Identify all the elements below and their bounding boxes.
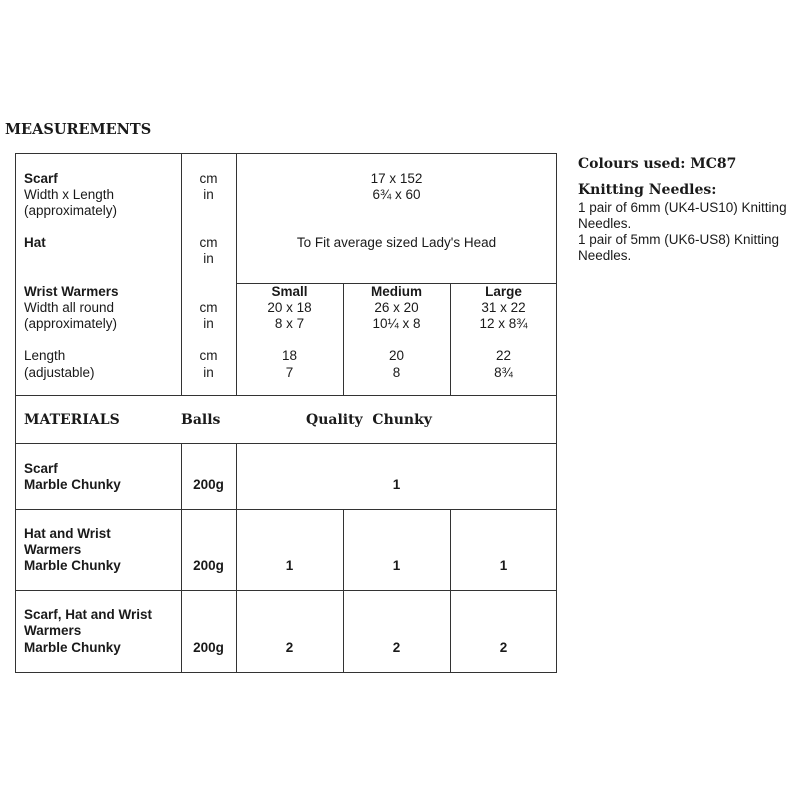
- material-qty: 1: [392, 477, 401, 492]
- small-width-cm: 20 x 18: [267, 300, 312, 315]
- material-row-label: Scarf, Hat and Wrist: [24, 607, 153, 622]
- large-length-cm: 22: [495, 348, 512, 363]
- scarf-dimension-label: Width x Length: [24, 187, 115, 202]
- needle-line: Needles.: [578, 216, 632, 231]
- wrist-warmers-width-label: Width all round: [24, 300, 115, 315]
- scarf-approx-label: (approximately): [24, 203, 118, 218]
- size-medium-header: Medium: [370, 284, 422, 299]
- size-small-header: Small: [271, 284, 308, 299]
- unit-cm: cm: [199, 171, 218, 186]
- needle-line: Needles.: [578, 248, 632, 263]
- needle-line: 1 pair of 6mm (UK4-US10) Knitting: [578, 200, 787, 215]
- scarf-size-in: 6¾ x 60: [372, 187, 421, 202]
- table-border-top: [15, 153, 557, 154]
- unit-cm: cm: [199, 235, 218, 250]
- material-weight: 200g: [193, 558, 224, 573]
- unit-in: in: [203, 316, 214, 331]
- unit-in: in: [203, 251, 214, 266]
- table-border-right: [556, 153, 557, 672]
- table-border-left: [15, 153, 16, 672]
- medium-width-cm: 26 x 20: [374, 300, 419, 315]
- unit-in: in: [203, 365, 214, 380]
- material-weight: 200g: [193, 640, 224, 655]
- wrist-warmers-label: Wrist Warmers: [24, 284, 119, 299]
- material-row-label: Scarf: [24, 461, 58, 476]
- unit-in: in: [203, 187, 214, 202]
- measurements-heading: MEASUREMENTS: [5, 121, 152, 138]
- material-weight: 200g: [193, 477, 224, 492]
- small-length-cm: 18: [281, 348, 298, 363]
- balls-heading: Balls: [181, 412, 221, 428]
- material-qty-medium: 1: [392, 558, 401, 573]
- material-row-label: Hat and Wrist: [24, 526, 111, 541]
- unit-cm: cm: [199, 348, 218, 363]
- material-qty-large: 1: [499, 558, 508, 573]
- table-border-bottom: [15, 672, 557, 673]
- material-qty-small: 1: [285, 558, 294, 573]
- small-width-in: 8 x 7: [274, 316, 305, 331]
- row-divider: [15, 509, 557, 510]
- medium-length-in: 8: [392, 365, 401, 380]
- material-row-yarn: Marble Chunky: [24, 558, 121, 573]
- length-adjustable-label: (adjustable): [24, 365, 95, 380]
- scarf-size-cm: 17 x 152: [370, 171, 423, 186]
- size-large-header: Large: [485, 284, 522, 299]
- needles-heading: Knitting Needles:: [578, 182, 717, 198]
- wrist-warmers-approx-label: (approximately): [24, 316, 118, 331]
- length-label: Length: [24, 348, 66, 363]
- materials-divider: [15, 395, 557, 396]
- unit-cm: cm: [199, 300, 218, 315]
- material-row-label: Warmers: [24, 542, 82, 557]
- material-qty-medium: 2: [392, 640, 401, 655]
- large-width-cm: 31 x 22: [481, 300, 526, 315]
- hat-size-value: To Fit average sized Lady's Head: [296, 235, 497, 250]
- material-row-label: Warmers: [24, 623, 82, 638]
- small-length-in: 7: [285, 365, 294, 380]
- scarf-label: Scarf: [24, 171, 58, 186]
- materials-heading: MATERIALS: [24, 412, 120, 428]
- quality-heading: Quality Chunky: [306, 412, 432, 428]
- material-row-yarn: Marble Chunky: [24, 640, 121, 655]
- row-divider: [15, 590, 557, 591]
- hat-label: Hat: [24, 235, 46, 250]
- medium-length-cm: 20: [388, 348, 405, 363]
- needle-line: 1 pair of 5mm (UK6-US8) Knitting: [578, 232, 780, 247]
- medium-width-in: 10¼ x 8: [372, 316, 421, 331]
- material-row-yarn: Marble Chunky: [24, 477, 121, 492]
- large-width-in: 12 x 8¾: [479, 316, 528, 331]
- materials-header-divider: [15, 443, 557, 444]
- material-qty-large: 2: [499, 640, 508, 655]
- large-length-in: 8¾: [494, 365, 513, 380]
- colours-used: Colours used: MC87: [578, 156, 737, 172]
- material-qty-small: 2: [285, 640, 294, 655]
